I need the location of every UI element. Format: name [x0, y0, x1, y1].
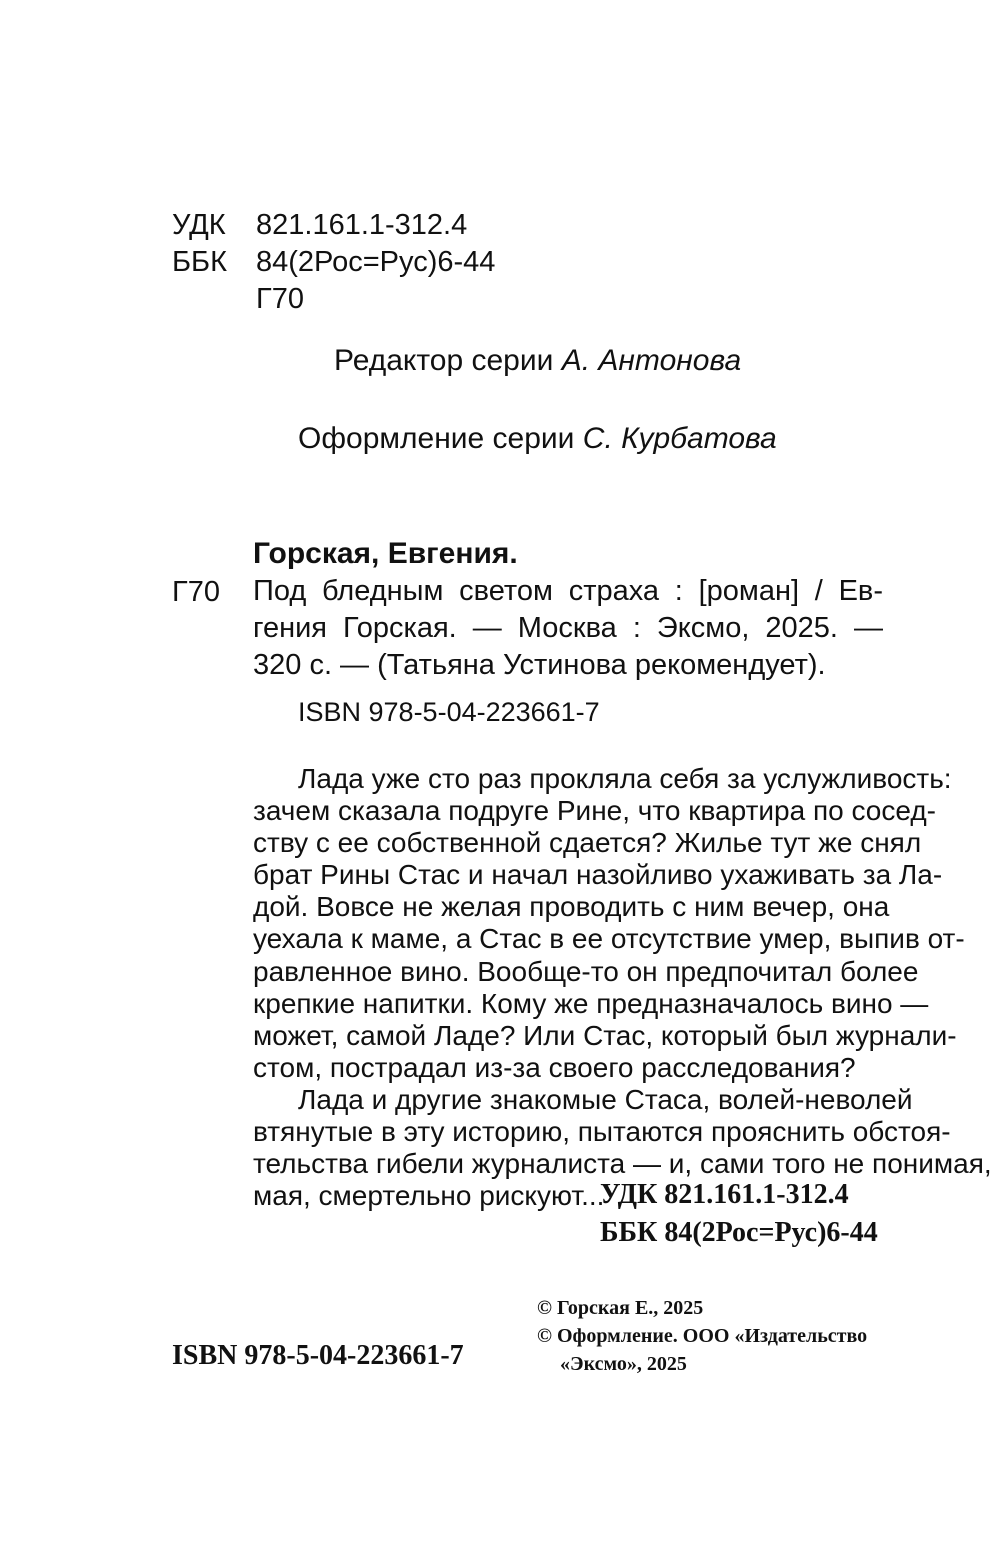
bottom-udk: УДК 821.161.1-312.4: [600, 1179, 849, 1210]
description-line-1: Под бледным светом страха : [роман] / Ев-: [253, 575, 883, 607]
annotation-p1-line-6: уехала к маме, а Стас в ее отсутствие умер, выпив от-: [253, 923, 965, 955]
isbn-bottom: ISBN 978-5-04-223661-7: [172, 1340, 464, 1371]
bottom-bbk: ББК 84(2Рос=Рус)6-44: [600, 1217, 878, 1248]
udk-value: 821.161.1-312.4: [256, 209, 468, 241]
annotation: [253, 763, 992, 1212]
description-line-2: гения Горская. — Москва : Эксмо, 2025. —: [253, 612, 883, 644]
annotation-p2-line-2: втянутые в эту историю, пытаются прояснить обстоя-: [253, 1116, 951, 1148]
author-heading: Горская, Евгения.: [253, 537, 518, 570]
udk-label: УДК: [172, 209, 226, 241]
annotation-p1-line-9: может, самой Ладе? Или Стас, который был журнали-: [253, 1019, 957, 1051]
series-editor-prefix: Редактор серии: [334, 344, 554, 377]
author-mark-top: Г70: [256, 283, 304, 315]
bbk-label: ББК: [172, 246, 227, 278]
series-editor-name: А. Антонова: [561, 344, 742, 377]
annotation-p1-line-1: Лада уже сто раз прокляла себя за услужливость:: [298, 763, 952, 794]
annotation-p1-line-7: равленное вино. Вообще-то он предпочитал более: [253, 955, 919, 987]
classification-block: [172, 207, 572, 317]
series-design-line: [298, 422, 777, 456]
series-design-prefix: Оформление серии: [298, 422, 575, 455]
annotation-p2-line-4: мая, смертельно рискуют...: [253, 1180, 605, 1212]
bbk-value: 84(2Рос=Рус)6-44: [256, 246, 496, 278]
copyright-design-line-1: © Оформление. ООО «Издательство: [537, 1325, 868, 1347]
annotation-p2-line-3: тельства гибели журналиста — и, сами того не понимая,: [253, 1148, 992, 1180]
annotation-p1-line-8: крепкие напитки. Кому же предназначалось вино —: [253, 987, 929, 1019]
series-editor-line: [334, 344, 741, 378]
description-line-3: 320 с. — (Татьяна Устинова рекомендует).: [253, 649, 826, 681]
series-design-name: С. Курбатова: [582, 422, 777, 455]
annotation-p1-line-4: брат Рины Стас и начал назойливо ухаживать за Ла-: [253, 859, 943, 891]
copyright-design-line-2: «Эксмо», 2025: [560, 1353, 687, 1375]
annotation-p1-line-3: ству с ее собственной сдается? Жилье тут же снял: [253, 827, 922, 859]
annotation-p1-line-2: зачем сказала подруге Рине, что квартира по сосед-: [253, 795, 936, 827]
bottom-classification: [600, 1176, 878, 1252]
bibliographic-description: [253, 573, 883, 684]
author-mark-left: Г70: [172, 576, 220, 608]
annotation-p1-line-10: стом, пострадал из-за своего расследования?: [253, 1051, 856, 1083]
isbn-record: ISBN 978-5-04-223661-7: [298, 697, 600, 727]
annotation-p1-line-5: дой. Вовсе не желая проводить с ним вечер, она: [253, 891, 890, 923]
copyright-block: [537, 1294, 867, 1378]
copyright-author: © Горская Е., 2025: [537, 1297, 704, 1319]
annotation-p2-line-1: Лада и другие знакомые Стаса, волей-неволей: [298, 1083, 913, 1115]
